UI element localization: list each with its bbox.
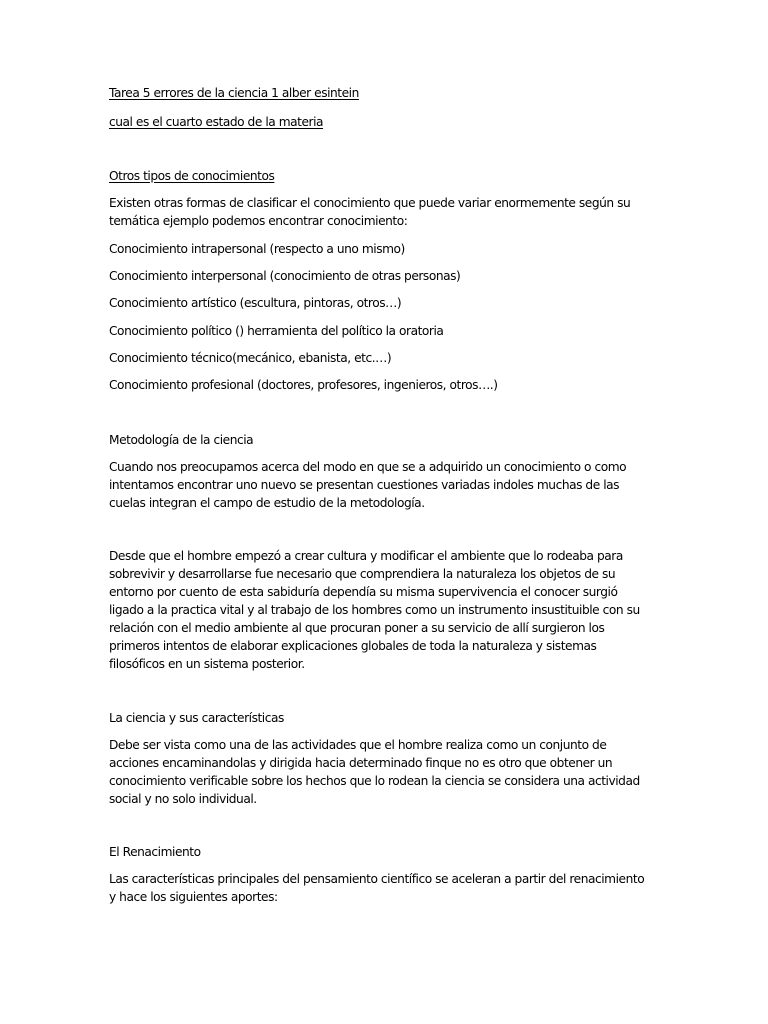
paragraph-line: y hace los siguientes aportes: (109, 890, 278, 904)
paragraph-line: temática ejemplo podemos encontrar conocimiento: (109, 214, 408, 228)
paragraph-line: relación con el medio ambiente al que procuran poner a su servicio de allí surgieron los (109, 621, 605, 635)
list-item: Conocimiento intrapersonal (respecto a uno mismo) (109, 242, 405, 256)
paragraph-line: intentamos encontrar uno nuevo se presentan cuestiones variadas indoles muchas de las (109, 478, 620, 492)
paragraph-line: entorno por cuento de esta sabiduría dependía su misma supervivencia el conocer surgió (109, 585, 618, 599)
paragraph-line: cuelas integran el campo de estudio de la metodología. (109, 496, 425, 510)
paragraph-line: conocimiento verificable sobre los hechos que lo rodean la ciencia se considera una actividad (109, 774, 640, 788)
section-heading-otros-tipos: Otros tipos de conocimientos (109, 169, 275, 183)
paragraph-line: primeros intentos de elaborar explicaciones globales de toda la naturaleza y sistemas (109, 639, 597, 653)
paragraph-line: Cuando nos preocupamos acerca del modo en que se a adquirido un conocimiento o como (109, 460, 627, 474)
paragraph-line: Las características principales del pensamiento científico se aceleran a partir del renacimiento (109, 872, 645, 886)
question-line: cual es el cuarto estado de la materia (109, 115, 324, 129)
document-title-line: Tarea 5 errores de la ciencia 1 alber esintein (109, 86, 359, 100)
paragraph-line: Desde que el hombre empezó a crear cultura y modificar el ambiente que lo rodeaba para (109, 549, 623, 563)
list-item: Conocimiento artístico (escultura, pintoras, otros…) (109, 296, 402, 310)
paragraph-line: ligado a la practica vital y al trabajo de los hombres como un instrumento insustituible con su (109, 603, 640, 617)
paragraph-line: social y no solo individual. (109, 792, 257, 806)
section-heading-metodologia: Metodología de la ciencia (109, 433, 254, 447)
paragraph-line: Existen otras formas de clasificar el conocimiento que puede variar enormemente según su (109, 196, 631, 210)
section-heading-la-ciencia: La ciencia y sus características (109, 711, 284, 725)
paragraph-line: Debe ser vista como una de las actividades que el hombre realiza como un conjunto de (109, 738, 607, 752)
section-heading-renacimiento: El Renacimiento (109, 845, 201, 859)
paragraph-line: acciones encaminandolas y dirigida hacia determinado finque no es otro que obtener un (109, 756, 613, 770)
list-item: Conocimiento interpersonal (conocimiento de otras personas) (109, 269, 461, 283)
paragraph-line: sobrevivir y desarrollarse fue necesario que comprendiera la naturaleza los objetos de su (109, 567, 616, 581)
list-item: Conocimiento político () herramienta del político la oratoria (109, 324, 444, 338)
list-item: Conocimiento técnico(mecánico, ebanista, etc.…) (109, 351, 392, 365)
list-item: Conocimiento profesional (doctores, profesores, ingenieros, otros….) (109, 378, 498, 392)
paragraph-line: filosóficos en un sistema posterior. (109, 657, 305, 671)
